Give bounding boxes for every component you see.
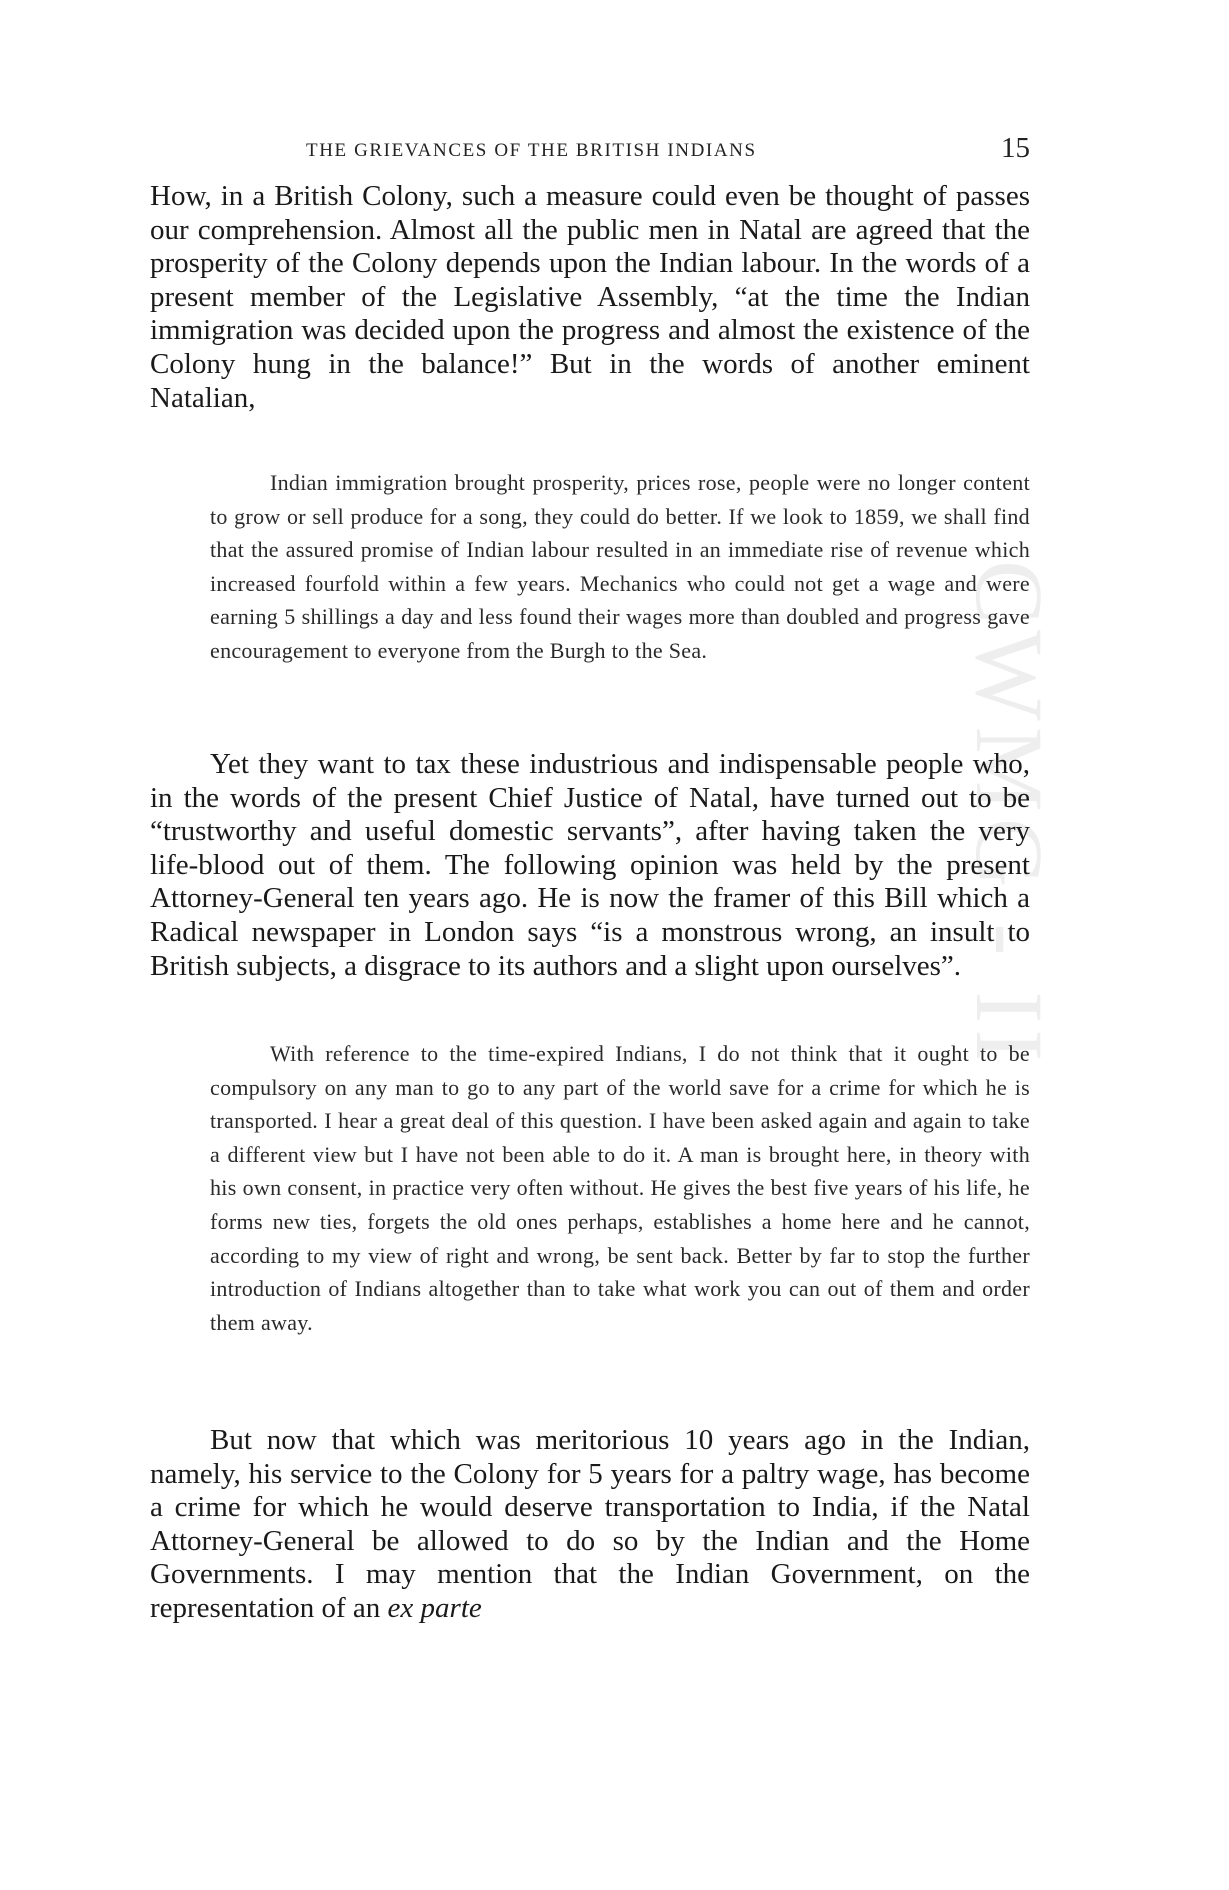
block-quote-1: Indian immigration brought prosperity, prices rose, people were no longer content to grow or sell produce for a song, they could do better. If we look to 1859, we shall find that the assured promise of Indian labour resulted in an immediate rise of revenue which increased fourfold within a few years. Mechanics who could not get a wage and were earning 5 shillings a day and less found their wages more than doubled and progress gave encouragement to everyone from the Burgh to the Sea.: [210, 470, 1030, 663]
running-head: THE GRIEVANCES OF THE BRITISH INDIANS: [306, 140, 757, 161]
paragraph-2: Yet they want to tax these industrious and indispensable people who, in the words of the present Chief Justice of Natal, have turned out to be “trustworthy and useful domestic servants”, after having taken the very life-blood out of them. The following opinion was held by the present Attorney-General ten years ago. He is now the framer of this Bill which a Radical newspaper in London says “is a monstrous wrong, an insult to British subjects, a disgrace to its authors and a slight upon ourselves”.: [150, 748, 1030, 982]
paragraph-3: [150, 1424, 1030, 1626]
block-quote-2: With reference to the time-expired Indians, I do not think that it ought to be compulsory on any man to go to any part of the world save for a crime for which he is transported. I hear a great deal of this question. I have been asked again and again to take a different view but I have not been able to do it. A man is brought here, in theory with his own consent, in practice very often without. He gives the best five years of his life, he forms new ties, forgets the old ones perhaps, establishes a home here and he cannot, according to my view of right and wrong, be sent back. Better by far to stop the further introduction of Indians altogether than to take what work you can out of them and order them away.: [210, 1041, 1030, 1335]
paragraph-3-text: But now that which was meritorious 10 years ago in the Indian, namely, his service to the Colony for 5 years for a paltry wage, has become a crime for which he would deserve transportation to India, if the Natal Attorney-General be allowed to do so by the Indian and the Home Governments. I may mention that the Indian Government, on the representation of an: [150, 1424, 1030, 1624]
page-number: 15: [1001, 132, 1030, 164]
paragraph-1: How, in a British Colony, such a measure could even be thought of passes our comprehension. Almost all the public men in Natal are agreed that the prosperity of the Colony depends upon the Indian labour. In the words of a present member of the Legislative Assembly, “at the time the Indian immigration was decided upon the progress and almost the existence of the Colony hung in the balance!” But in the words of another eminent Natalian,: [150, 180, 1030, 414]
watermark: CWMG - II: [956, 560, 1063, 1068]
paragraph-3-italic: ex parte: [387, 1591, 482, 1624]
page-header: [150, 132, 1030, 166]
